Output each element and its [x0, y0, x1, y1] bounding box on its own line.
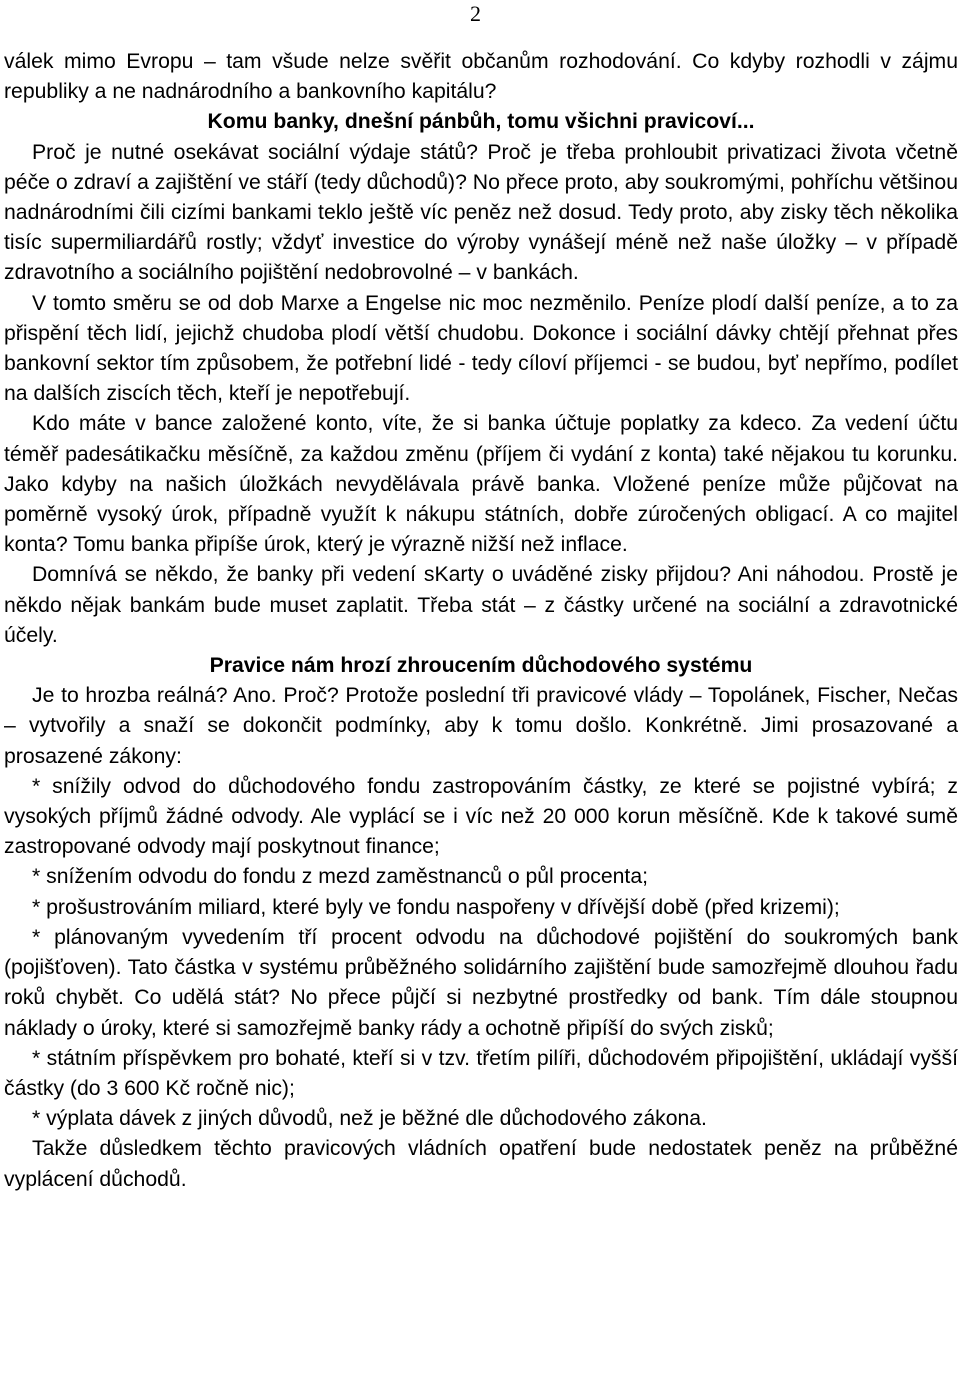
section-heading: Komu banky, dnešní pánbůh, tomu všichni pravicoví... [207, 110, 755, 134]
list-item: * plánovaným vyvedením tří procent odvodu na důchodové pojištění do soukromých bank (pojišťoven). Tato částka v systému průběžného solidárního zajištění bude samozřejmě dlouhou řadu roků chybět. Co udělá stát? No přece půjčí si nezbytné prostředky od bank. Tím dále stoupnou náklady o úroky, které si samozřejmě banky rády a ochotně připíší do svých zisků; [4, 925, 958, 1040]
paragraph: V tomto směru se od dob Marxe a Engelse nic moc nezměnilo. Peníze plodí další peníze, a to za přispění těch lidí, jejichž chudoba plodí větší chudobu. Dokonce i sociální dávky chtějí přehnat přes bankovní sektor tím způsobem, že potřební lidé - tedy cíloví příjemci - se budou, byť nepřímo, podílet na dalších ziscích těch, kteří je nepotřebují. [4, 291, 958, 406]
paragraph: Takže důsledkem těchto pravicových vládních opatření bude nedostatek peněz na průběžné vyplácení důchodů. [4, 1137, 958, 1191]
list-item: * výplata dávek z jiných důvodů, než je běžné dle důchodového zákona. [32, 1107, 707, 1131]
paragraph: Domnívá se někdo, že banky při vedení sKarty o uváděné zisky přijdou? Ani náhodou. Prostě je někdo nějak bankám bude muset zaplatit. Třeba stát – z částky určené na sociální a zdravotnické účely. [4, 563, 958, 647]
list-item: * snížením odvodu do fondu z mezd zaměstnanců o půl procenta; [32, 865, 648, 889]
list-item: * prošustrováním miliard, které byly ve fondu naspořeny v dřívější době (před krizemi); [32, 895, 840, 919]
list-item: * státním příspěvkem pro bohaté, kteří si v tzv. třetím pilíři, důchodovém připojištění, ukládají vyšší částky (do 3 600 Kč ročně nic); [4, 1046, 958, 1100]
paragraph: Proč je nutné osekávat sociální výdaje států? Proč je třeba prohloubit privatizaci života včetně péče o zdraví a zajištění ve stáří (tedy důchodů)? No přece proto, aby soukromými, pohříchu většinou nadnárodními čili cizími bankami teklo ještě víc peněz než dosud. Tedy proto, aby zisky těch několika tisíc supermiliardářů rostly; vždyť investice do výroby vynášejí méně než naše úložky – v případě zdravotního a sociálního pojištění nedobrovolné – v bankách. [4, 140, 958, 285]
paragraph: válek mimo Evropu – tam všude nelze svěřit občanům rozhodování. Co kdyby rozhodli v zájmu republiky a ne nadnárodního a bankovního kapitálu? [4, 50, 958, 104]
list-item: * snížily odvod do důchodového fondu zastropováním částky, ze které se pojistné vybírá; z vysokých příjmů žádné odvody. Ale vyplácí se i víc než 20 000 korun měsíčně. Kde k takové sumě zastropované odvody mají poskytnout finance; [4, 774, 958, 859]
document-body [4, 47, 958, 1195]
paragraph: Kdo máte v bance založené konto, víte, že si banka účtuje poplatky za kdeco. Za vedení účtu téměř padesátikačku měsíčně, za každou změnu (příjem či vydání z konta) také nějakou tu korunku. Jako kdyby na našich úložkách nevydělávala právě banka. Vložené peníze může půjčovat na poměrně vysoký úrok, případně využít k nákupu státních, dobře zúročených obligací. A co majitel konta? Tomu banka připíše úrok, který je výrazně nižší než inflace. [4, 412, 958, 557]
page-number: 2 [470, 1, 481, 26]
section-heading: Pravice nám hrozí zhroucením důchodového systému [209, 654, 753, 678]
paragraph: Je to hrozba reálná? Ano. Proč? Protože poslední tři pravicové vlády – Topolánek, Fischer, Nečas – vytvořily a snaží se dokončit podmínky, aby k tomu došlo. Konkrétně. Jimi prosazované a prosazené zákony: [4, 684, 958, 768]
